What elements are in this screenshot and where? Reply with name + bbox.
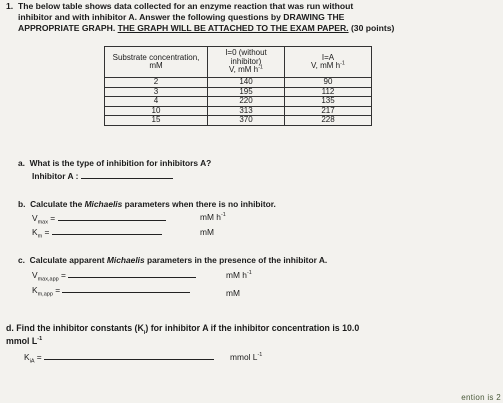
question-points: (30 points) xyxy=(348,23,395,33)
kinetics-data-table xyxy=(104,46,372,126)
part-c-vmax-blank[interactable] xyxy=(68,269,196,278)
part-d-text-post: ) for inhibitor A if the inhibitor concentration is 10.0 xyxy=(145,323,360,333)
question-line-3-plain: APPROPRIATE GRAPH. xyxy=(18,23,118,33)
part-d-ki-unit-text: mmol L xyxy=(230,352,258,362)
header-substrate xyxy=(105,47,208,78)
part-b-km-label: K xyxy=(32,227,38,237)
header-no-inhibitor-sup: -1 xyxy=(258,64,263,71)
question-line-3 xyxy=(6,23,500,34)
part-b-vmax-unit-text: mM h xyxy=(200,212,221,222)
header-no-inhibitor-line1: I=0 (without xyxy=(225,48,267,58)
part-b-label: b. xyxy=(18,199,26,209)
part-c-vmax-unit-text: mM h xyxy=(226,270,247,280)
question-line-2: inhibitor and with inhibitor A. Answer the following questions by DRAWING THE xyxy=(18,12,345,22)
header-inhibitor-a-sup: -1 xyxy=(340,60,345,67)
part-c-text-pre: Calculate apparent xyxy=(29,255,107,265)
cell-substrate: 3 xyxy=(105,87,208,97)
part-c-km-sub: m,app xyxy=(37,291,53,298)
part-a-answer-blank[interactable] xyxy=(81,170,173,179)
part-c-text-italic: Michaelis xyxy=(106,255,145,265)
part-b-vmax-unit-sup: -1 xyxy=(220,212,226,219)
part-c-vmax-unit xyxy=(226,270,252,280)
part-d-ki-label: K xyxy=(24,352,30,362)
part-d-line2-text: mmol L xyxy=(6,336,38,346)
part-d-line2-sup: -1 xyxy=(37,336,43,343)
part-b-vmax-eq: = xyxy=(47,213,56,223)
part-b-text-italic: Michaelis xyxy=(84,199,123,209)
part-c-vmax-row xyxy=(32,269,196,283)
question-number: 1. xyxy=(6,1,14,11)
part-b-text-pre: Calculate the xyxy=(30,199,85,209)
cell-va: 228 xyxy=(285,116,372,126)
part-c-vmax-eq: = xyxy=(58,270,66,280)
question-line-3-underlined: THE GRAPH WILL BE ATTACHED TO THE EXAM PAPER. xyxy=(117,23,349,33)
cell-substrate: 2 xyxy=(105,78,208,88)
header-no-inhibitor-line2: inhibitor) xyxy=(230,56,262,66)
cell-va: 112 xyxy=(285,87,372,97)
part-d-ki-sub: iA xyxy=(29,358,35,365)
part-d-ki-blank[interactable] xyxy=(44,351,214,360)
part-c-question xyxy=(18,255,327,265)
part-b-km-eq: = xyxy=(42,227,50,237)
part-a-question xyxy=(18,158,211,168)
cell-substrate: 10 xyxy=(105,106,208,116)
part-c-km-unit: mM xyxy=(226,288,240,298)
part-a-label: a. xyxy=(18,158,25,168)
cell-va: 217 xyxy=(285,106,372,116)
part-c-km-eq: = xyxy=(52,285,61,295)
part-c-text-post: parameters in the presence of the inhibitor A. xyxy=(144,255,328,265)
part-b-vmax-blank[interactable] xyxy=(58,212,166,221)
table-row xyxy=(105,87,372,97)
header-inhibitor-a-unit: V, mM h xyxy=(311,61,341,70)
part-b-vmax-row xyxy=(32,212,166,226)
cell-v0: 195 xyxy=(208,87,285,97)
table-row xyxy=(105,97,372,107)
part-b-vmax-label: V xyxy=(32,213,38,223)
part-a-answer-row xyxy=(32,170,173,181)
table-row xyxy=(105,106,372,116)
table-row xyxy=(105,78,372,88)
cell-v0: 140 xyxy=(208,78,285,88)
part-c-vmax-sub: max,app xyxy=(37,276,59,283)
part-c-km-blank[interactable] xyxy=(62,284,190,293)
part-d-line-2 xyxy=(6,336,42,346)
cell-va: 135 xyxy=(285,97,372,107)
header-substrate-text: Substrate concentration, mM xyxy=(112,52,200,70)
part-b-vmax-sub: max xyxy=(37,219,48,226)
part-d-question xyxy=(6,323,360,336)
part-b-km-row xyxy=(32,226,162,240)
part-d-text: Find the inhibitor constants (K xyxy=(16,323,144,333)
header-no-inhibitor-line3 xyxy=(210,66,282,75)
part-b-km-sub: m xyxy=(37,233,43,240)
part-c-km-label: K xyxy=(32,285,38,295)
part-d-ki-unit-sup: -1 xyxy=(257,352,263,359)
header-no-inhibitor xyxy=(208,47,285,78)
part-b-km-blank[interactable] xyxy=(52,226,162,235)
cell-substrate: 15 xyxy=(105,116,208,126)
part-a-text: What is the type of inhibition for inhibitors A? xyxy=(29,158,212,168)
table-row xyxy=(105,116,372,126)
header-no-inhibitor-unit: V, mM h xyxy=(229,65,259,75)
cell-v0: 220 xyxy=(208,97,285,107)
part-d-ki-unit xyxy=(230,352,262,362)
part-c-vmax-unit-sup: -1 xyxy=(246,270,252,277)
header-inhibitor-a-line2 xyxy=(287,62,369,71)
question-line-1: The below table shows data collected for an enzyme reaction that was run without xyxy=(18,1,354,11)
part-d-text-sub: i xyxy=(143,329,146,336)
cutoff-text: ention is 2 xyxy=(461,393,501,402)
cell-va: 90 xyxy=(285,78,372,88)
header-inhibitor-a xyxy=(285,47,372,78)
part-d-label: d. xyxy=(6,323,14,333)
part-a-answer-label: Inhibitor A : xyxy=(32,171,79,181)
question-1-header xyxy=(6,1,500,34)
part-b-vmax-unit xyxy=(200,212,226,222)
part-c-vmax-label: V xyxy=(32,270,38,280)
part-b-km-unit: mM xyxy=(200,227,214,237)
header-inhibitor-a-line1: I=A xyxy=(321,52,335,62)
part-c-km-row xyxy=(32,284,190,298)
part-d-ki-eq: = xyxy=(34,352,42,362)
part-b-text-post: parameters when there is no inhibitor. xyxy=(122,199,276,209)
part-c-label: c. xyxy=(18,255,25,265)
cell-v0: 370 xyxy=(208,116,285,126)
part-d-ki-row xyxy=(24,351,214,365)
part-b-question xyxy=(18,199,276,209)
cell-v0: 313 xyxy=(208,106,285,116)
cell-substrate: 4 xyxy=(105,97,208,107)
